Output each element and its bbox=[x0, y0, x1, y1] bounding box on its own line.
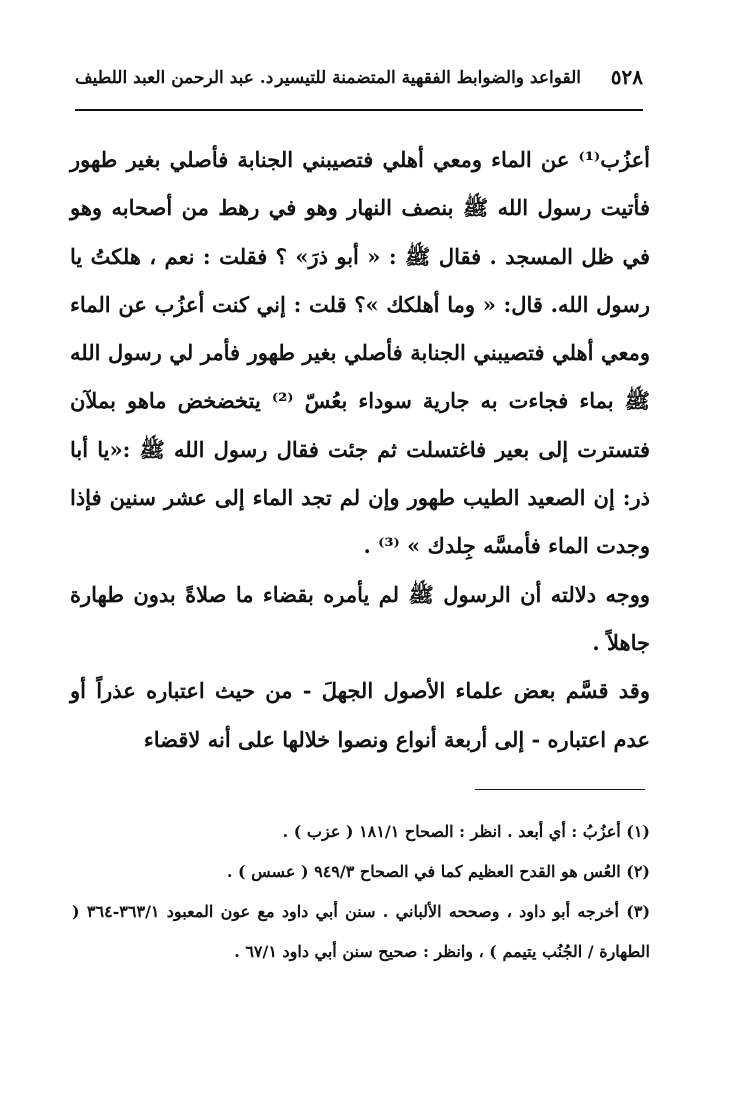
footnote-divider bbox=[475, 789, 645, 790]
page-header bbox=[75, 62, 643, 96]
main-text bbox=[70, 136, 650, 764]
paragraph: وقد قسَّم بعض علماء الأصول الجهلَ - من حيث اعتباره عذراً أو عدم اعتباره - إلى أربعة أنواع ونصوا خلالها على أنه لاقضاء bbox=[70, 678, 650, 752]
header-divider bbox=[75, 109, 643, 111]
book-title: القواعد والضوابط الفقهية المتضمنة للتيسير bbox=[275, 68, 581, 88]
paragraph: ووجه دلالته أن الرسول ﷺ لم يأمره بقضاء ما صلاةً بدون طهارة جاهلاً . bbox=[70, 581, 650, 655]
footnote: (١) أعزُبُ : أي أبعد . انظر : الصحاح ١٨١/١ ( عزب ) . bbox=[282, 822, 650, 841]
footnote: (٢) العُس هو القدح العظيم كما في الصحاح ٩٤٩/٣ ( عسس ) . bbox=[226, 862, 650, 881]
page-number: ٥٢٨ bbox=[610, 65, 643, 89]
paragraph: أعزُب⁽¹⁾ عن الماء ومعي أهلي فتصيبني الجنابة فأصلي بغير طهور فأتيت رسول الله ﷺ بنصف النهار وهو في رهط من أصحابه وهو في ظل المسجد . فقال ﷺ : « أبو ذرَ» ؟ فقلت : نعم ، هلكتُ يا رسول الله. قال: « وما أهلكك »؟ قلت : إني كنت أعزُب عن الماء ومعي أهلي فتصيبني الجنابة فأصلي بغير طهور فأمر لي رسول الله ﷺ بماء فجاءت به جارية سوداء بعُسّ ⁽²⁾ يتخضخض ماهو بملآن فتسترت إلى بعير فاغتسلت ثم جئت فقال رسول الله ﷺ :«يا أبا ذر: إن الصعيد الطيب طهور وإن لم تجد الماء إلى عشر سنين فإذا وجدت الماء فأمسَّه جِلدك » ⁽³⁾ . bbox=[70, 147, 650, 559]
footnotes bbox=[72, 812, 650, 972]
author-name: د. عبد الرحمن العبد اللطيف bbox=[75, 68, 274, 88]
footnote: (٣) أخرجه أبو داود ، وصححه الألباني . سنن أبي داود مع عون المعبود ٣٦٣/١-٣٦٤ ( الطهارة / الجُنُب يتيمم ) ، وانظر : صحيح سنن أبي داود ٦٧/١ . bbox=[72, 902, 651, 961]
